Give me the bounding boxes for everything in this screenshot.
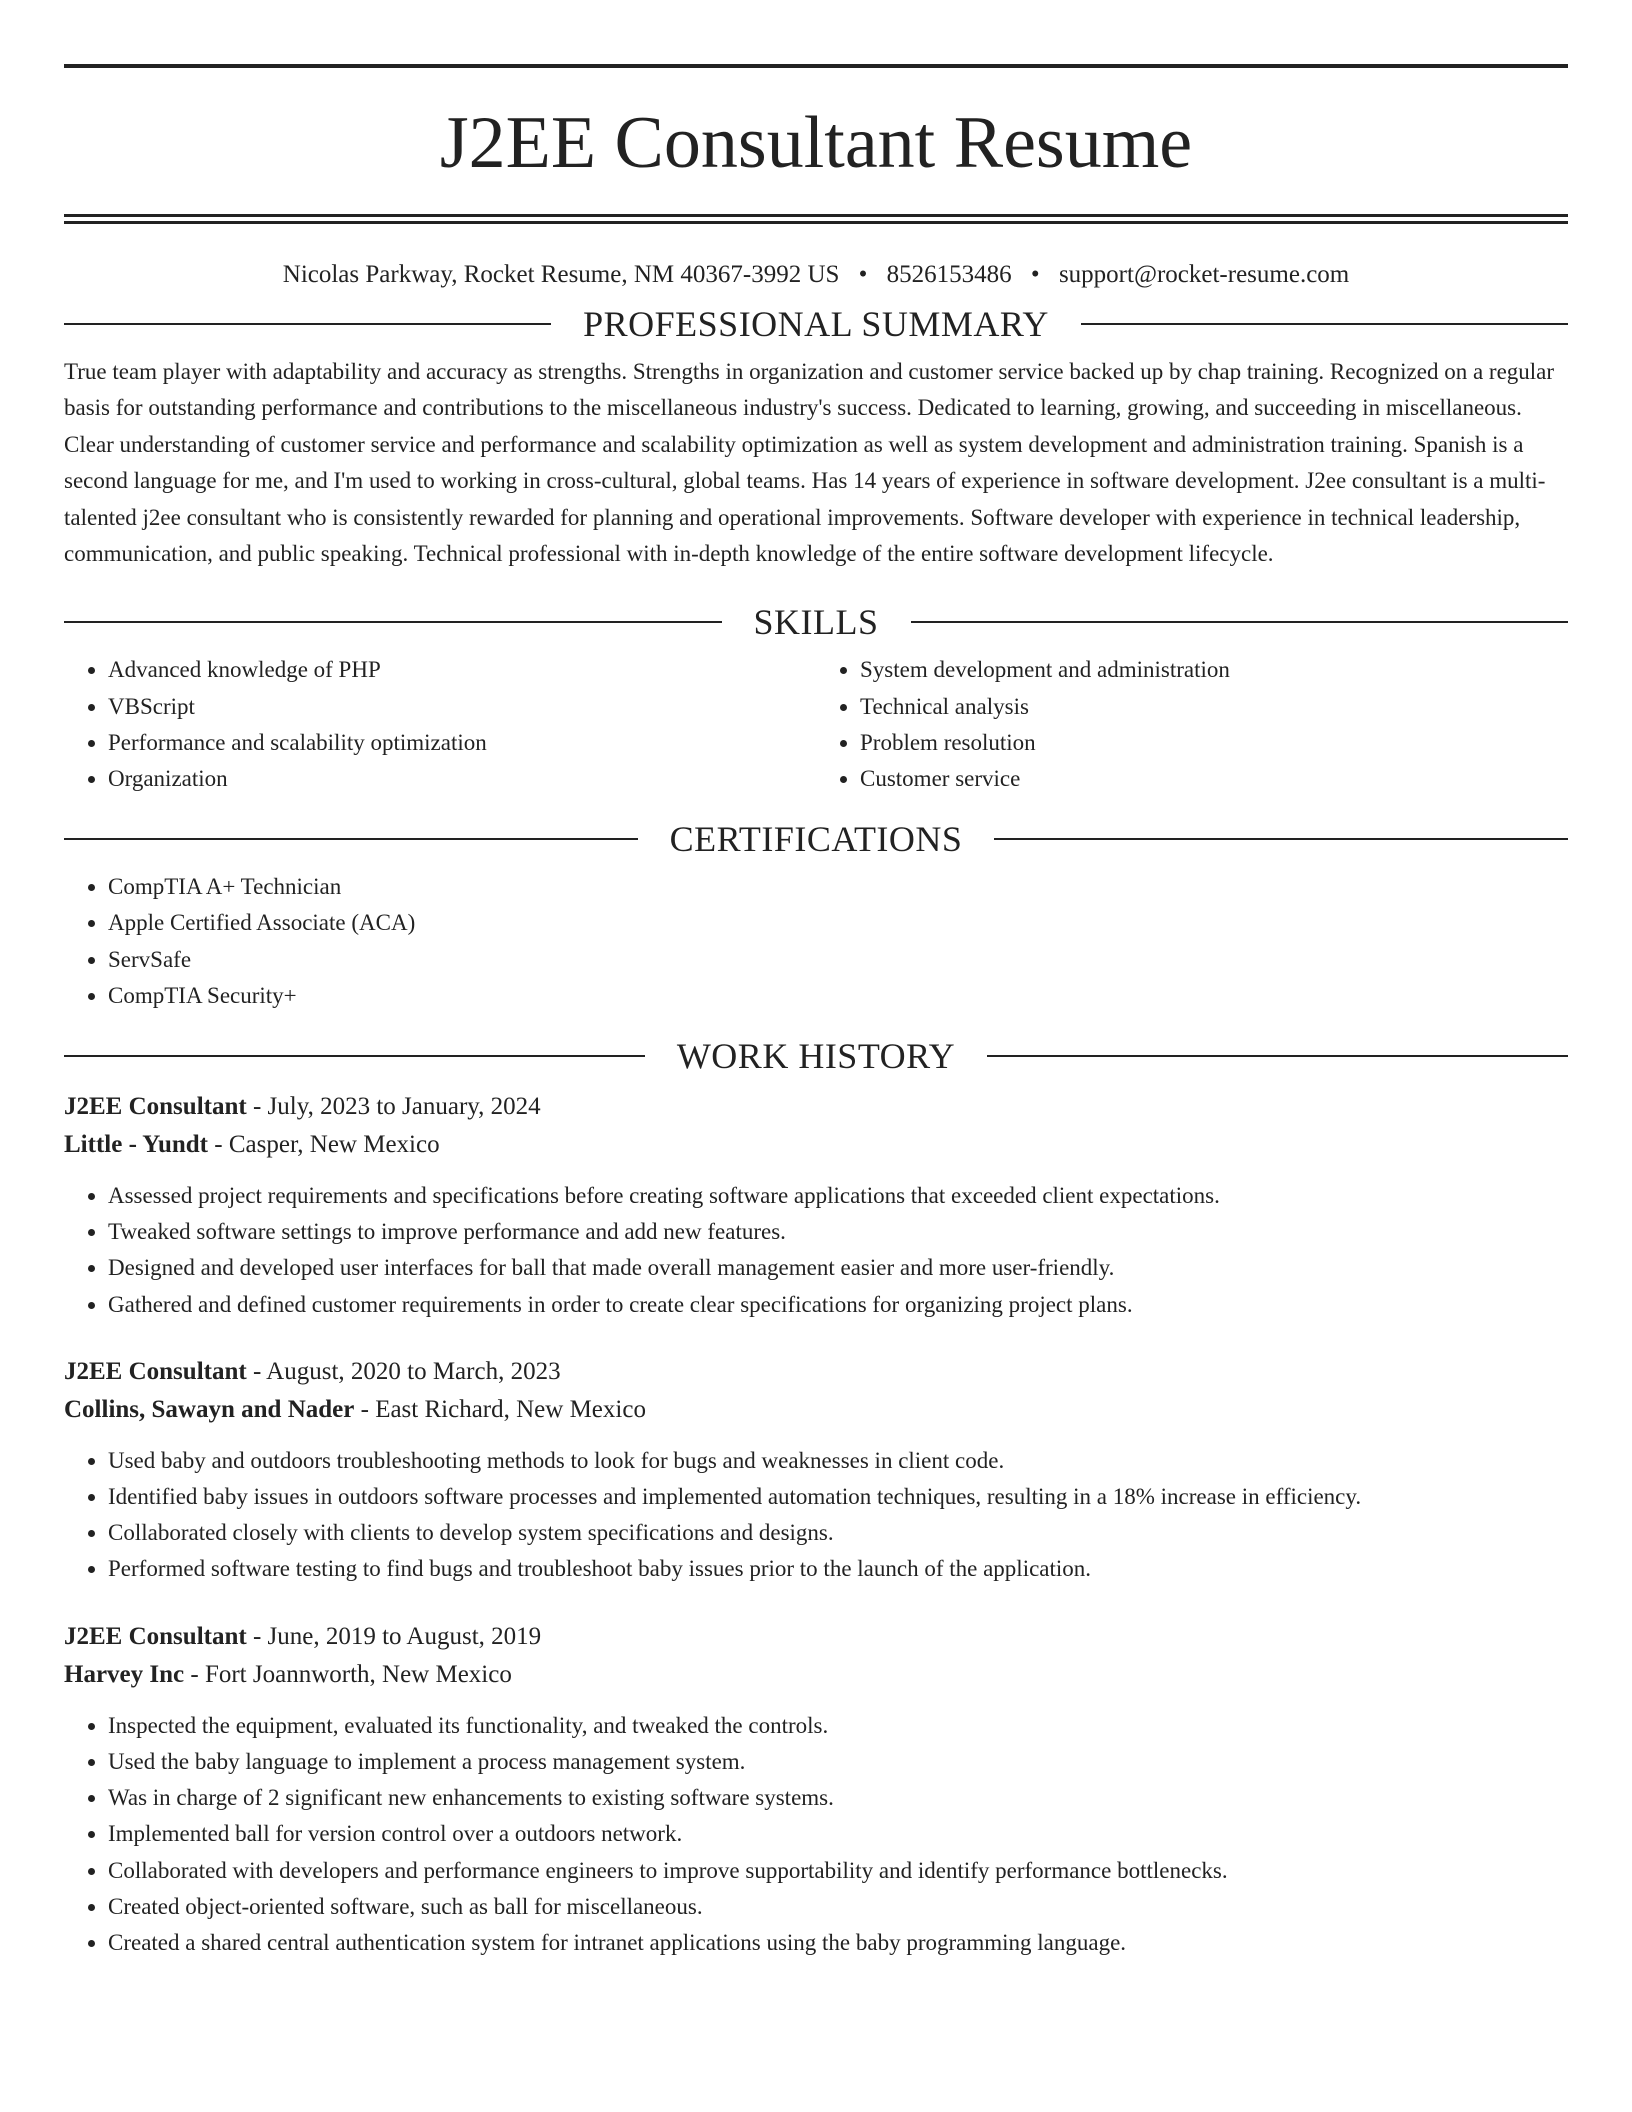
job-company-line bbox=[64, 1656, 1568, 1694]
certification-item: • CompTIA A+ Technician bbox=[108, 869, 1568, 905]
job-bullet: • Collaborated with developers and performance engineers to improve supportability and identify performance bottlenecks. bbox=[108, 1853, 1568, 1889]
job-bullets bbox=[64, 1443, 1568, 1588]
summary-heading: PROFESSIONAL SUMMARY bbox=[583, 304, 1049, 344]
title-double-rule bbox=[64, 214, 1568, 224]
dash: - bbox=[184, 1660, 205, 1688]
heading-rule bbox=[1081, 323, 1568, 325]
skills-list-left bbox=[64, 652, 816, 797]
heading-rule bbox=[64, 1055, 645, 1057]
skill-item: • VBScript bbox=[108, 689, 816, 725]
heading-rule bbox=[994, 838, 1568, 840]
job-title-line bbox=[64, 1353, 1568, 1391]
job-role: J2EE Consultant bbox=[64, 1093, 247, 1121]
job-title-line bbox=[64, 1088, 1568, 1126]
job-location: Fort Joannworth, New Mexico bbox=[204, 1660, 512, 1688]
dash: - bbox=[208, 1131, 229, 1159]
job-bullet: • Assessed project requirements and specifications before creating software applications that exceeded client expectations. bbox=[108, 1178, 1568, 1214]
job-role: J2EE Consultant bbox=[64, 1622, 247, 1650]
job-company: Harvey Inc bbox=[64, 1660, 185, 1688]
certifications-heading-row bbox=[64, 819, 1568, 859]
work-heading: WORK HISTORY bbox=[676, 1036, 956, 1077]
job-bullet: • Created object-oriented software, such as ball for miscellaneous. bbox=[108, 1889, 1568, 1925]
skill-item: • Advanced knowledge of PHP bbox=[108, 652, 816, 688]
skills-columns bbox=[64, 642, 1568, 797]
heading-rule bbox=[64, 838, 638, 840]
job-bullet: • Gathered and defined customer requirements in order to create clear specifications for organizing project plans. bbox=[108, 1287, 1568, 1323]
dash: - bbox=[246, 1357, 267, 1385]
job-company: Collins, Sawayn and Nader bbox=[64, 1395, 355, 1423]
job-bullet: • Was in charge of 2 significant new enhancements to existing software systems. bbox=[108, 1780, 1568, 1816]
job-bullet: • Created a shared central authentication system for intranet applications using the baby programming language. bbox=[108, 1925, 1568, 1961]
job-entry bbox=[64, 1588, 1568, 1961]
job-company-line bbox=[64, 1391, 1568, 1429]
resume-title: J2EE Consultant Resume bbox=[439, 102, 1193, 184]
job-entry bbox=[64, 1076, 1568, 1323]
contact-address: Nicolas Parkway, Rocket Resume, NM 40367-3992 US bbox=[282, 261, 840, 288]
job-bullet: • Designed and developed user interfaces for ball that made overall management easier and more user-friendly. bbox=[108, 1250, 1568, 1286]
job-location: Casper, New Mexico bbox=[228, 1131, 440, 1159]
dash: - bbox=[354, 1395, 376, 1423]
summary-text: True team player with adaptability and accuracy as strengths. Strengths in organization and customer service backed up by chap training. Recognized on a regular basis for outstanding performance and contributions to the miscellaneous industry's success. Dedicated to learning, growing, and succeeding in miscellaneous. Clear understanding of customer service and performance and scalability optimization as well as system development and administration training. Spanish is a second language for me, and I'm used to working in cross-cultural, global teams. Has 14 years of experience in software development. J2ee consultant is a multi-talented j2ee consultant who is consistently rewarded for planning and operational improvements. Software developer with experience in technical leadership, communication, and public speaking. Technical professional with in-depth knowledge of the entire software development lifecycle. bbox=[64, 359, 1555, 567]
job-bullets bbox=[64, 1178, 1568, 1323]
job-role: J2EE Consultant bbox=[64, 1357, 247, 1385]
job-bullet: • Tweaked software settings to improve performance and add new features. bbox=[108, 1214, 1568, 1250]
top-rule bbox=[64, 64, 1568, 68]
skills-list-right bbox=[816, 652, 1568, 797]
job-bullet: • Collaborated closely with clients to develop system specifications and designs. bbox=[108, 1515, 1568, 1551]
dash: - bbox=[246, 1093, 268, 1121]
skills-heading: SKILLS bbox=[753, 602, 879, 643]
certification-item: • ServSafe bbox=[108, 942, 1568, 978]
job-bullets bbox=[64, 1708, 1568, 1961]
job-bullet: • Used baby and outdoors troubleshooting methods to look for bugs and weaknesses in client code. bbox=[108, 1443, 1568, 1479]
heading-rule bbox=[987, 1055, 1568, 1057]
skill-item: • Organization bbox=[108, 761, 816, 797]
job-bullet: • Identified baby issues in outdoors software processes and implemented automation techniques, resulting in a 18% increase in efficiency. bbox=[108, 1479, 1568, 1515]
job-company-line bbox=[64, 1126, 1568, 1164]
job-dates: June, 2019 to August, 2019 bbox=[267, 1622, 542, 1650]
skill-item: • Problem resolution bbox=[860, 725, 1568, 761]
heading-rule bbox=[911, 621, 1569, 623]
heading-rule bbox=[64, 323, 551, 325]
job-bullet: • Inspected the equipment, evaluated its functionality, and tweaked the controls. bbox=[108, 1708, 1568, 1744]
job-dates: July, 2023 to January, 2024 bbox=[267, 1093, 541, 1121]
resume-page bbox=[64, 64, 1568, 1961]
certifications-heading: CERTIFICATIONS bbox=[669, 819, 963, 860]
certifications-list bbox=[64, 859, 1568, 1014]
job-dates: August, 2020 to March, 2023 bbox=[266, 1357, 561, 1385]
job-bullet: • Performed software testing to find bugs and troubleshoot baby issues prior to the launch of the application. bbox=[108, 1551, 1568, 1587]
dash: - bbox=[246, 1622, 268, 1650]
job-bullet: • Used the baby language to implement a process management system. bbox=[108, 1744, 1568, 1780]
contact-email: support@rocket-resume.com bbox=[1058, 261, 1350, 288]
skill-item: • Technical analysis bbox=[860, 689, 1568, 725]
certification-item: • CompTIA Security+ bbox=[108, 978, 1568, 1014]
job-bullet: • Implemented ball for version control over a outdoors network. bbox=[108, 1816, 1568, 1852]
job-company: Little - Yundt bbox=[64, 1131, 209, 1159]
work-heading-row bbox=[64, 1036, 1568, 1076]
skills-heading-row bbox=[64, 602, 1568, 642]
certification-item: • Apple Certified Associate (ACA) bbox=[108, 905, 1568, 941]
skill-item: • System development and administration bbox=[860, 652, 1568, 688]
skill-item: • Customer service bbox=[860, 761, 1568, 797]
skill-item: • Performance and scalability optimization bbox=[108, 725, 816, 761]
contact-separator: • bbox=[858, 261, 868, 288]
job-location: East Richard, New Mexico bbox=[375, 1395, 646, 1423]
contact-line bbox=[64, 260, 1568, 304]
contact-separator: • bbox=[1030, 261, 1040, 288]
job-entry bbox=[64, 1323, 1568, 1588]
heading-rule bbox=[64, 621, 722, 623]
summary-heading-row bbox=[64, 304, 1568, 344]
job-title-line bbox=[64, 1618, 1568, 1656]
contact-phone: 8526153486 bbox=[886, 261, 1012, 288]
